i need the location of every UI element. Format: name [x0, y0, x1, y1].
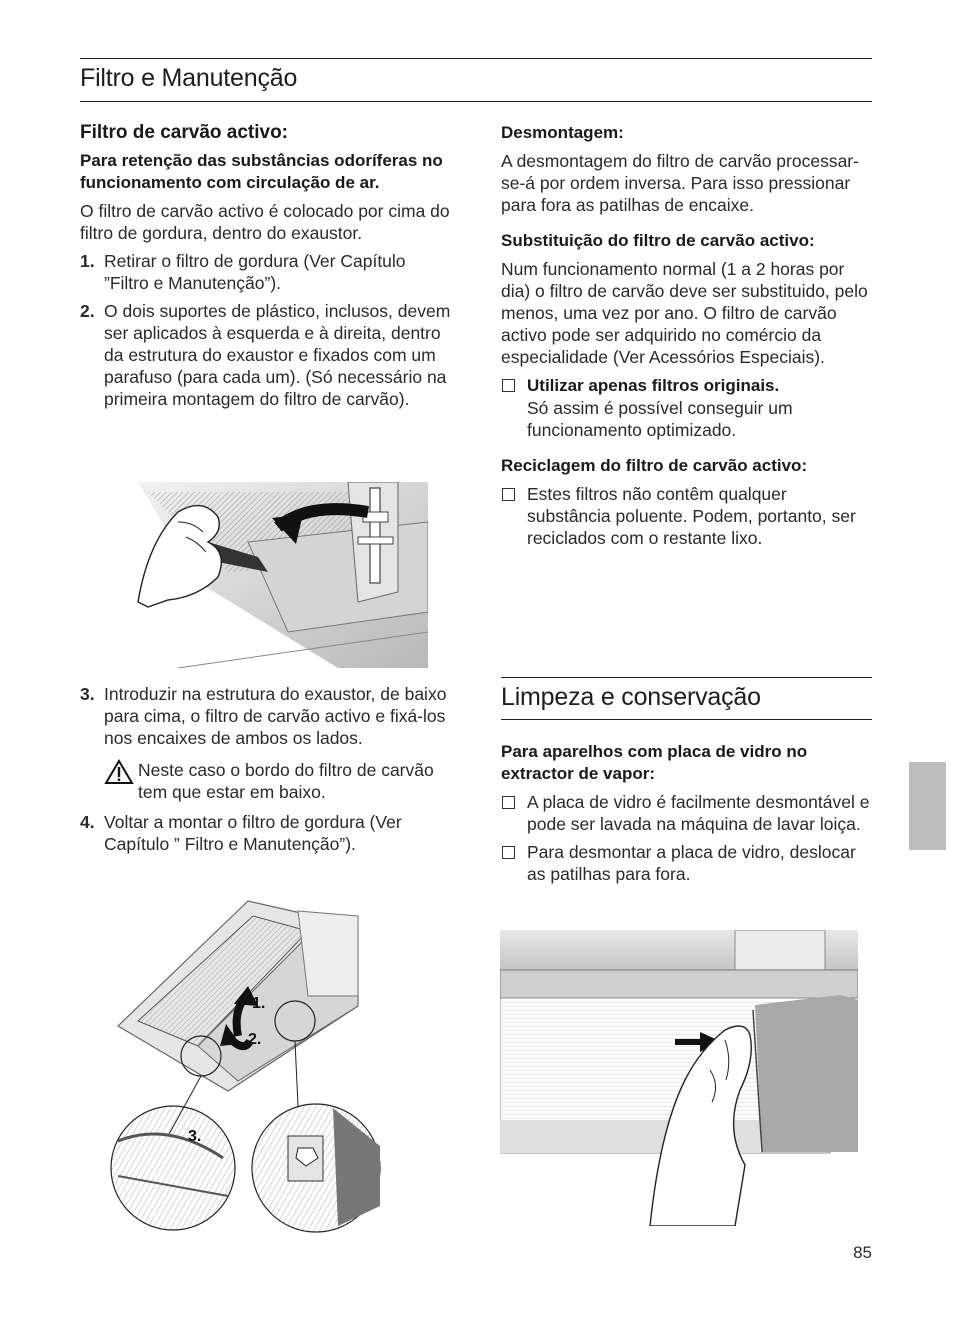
- right-column-top: [501, 122, 873, 549]
- recycle-heading: Reciclagem do filtro de carvão activo:: [501, 456, 808, 475]
- original-filters-bold: Utilizar apenas filtros originais.: [527, 376, 780, 395]
- intro-paragraph: O filtro de carvão activo é colocado por cima do filtro de gordura, dentro do exaustor.: [80, 201, 450, 243]
- figure-label: 1.: [252, 995, 266, 1012]
- section2-bottom-rule: [501, 719, 872, 720]
- step-number: 3.: [80, 684, 95, 704]
- step-text: Voltar a montar o filtro de gordura (Ver Capítulo ” Filtro e Manutenção”).: [104, 812, 402, 854]
- step-text: Introduzir na estrutura do exaustor, de baixo para cima, o filtro de carvão activo e fixá-los nos encaixes de ambos os lados.: [104, 684, 447, 748]
- illustration-filter-insertion: [108, 896, 388, 1241]
- glass-heading: Para aparelhos com placa de vidro no extractor de vapor:: [501, 742, 808, 783]
- dismount-text: A desmontagem do filtro de carvão processar-se-á por ordem inversa. Para isso pressionar para fora as patilhas de encaixe.: [501, 151, 859, 215]
- checkbox-bullet-icon: [502, 379, 515, 392]
- step-item: [80, 811, 455, 855]
- step-number: 4.: [80, 812, 95, 832]
- chapter-tab: [909, 762, 946, 850]
- figure-label: 3.: [188, 1128, 202, 1145]
- illustration-support-mounting: [108, 482, 428, 668]
- step-number: 1.: [80, 251, 95, 271]
- left-column-middle: [80, 683, 455, 855]
- step-item: [80, 300, 455, 410]
- checkbox-bullet-icon: [502, 488, 515, 501]
- list-item: [501, 483, 873, 549]
- glass-bullet-text: A placa de vidro é facilmente desmontável e pode ser lavada na máquina de lavar loiça.: [527, 792, 870, 834]
- header-top-rule: [80, 58, 872, 59]
- original-filters-text: Só assim é possível conseguir um funcionamento optimizado.: [527, 398, 793, 440]
- left-column-top: [80, 122, 455, 410]
- step-number: 2.: [80, 301, 95, 321]
- warning-note: [80, 759, 455, 803]
- dismount-heading: Desmontagem:: [501, 123, 624, 142]
- page-title: Filtro e Manutenção: [80, 64, 298, 92]
- checkbox-bullet-icon: [502, 846, 515, 859]
- step-text: O dois suportes de plástico, inclusos, devem ser aplicados à esquerda e à direita, dentro da estrutura do exaustor e fixados com um parafuso (para cada um). (Só necessário na primeira montagem do filtro de carvão).: [104, 301, 451, 409]
- right-column-bottom: [501, 741, 873, 885]
- warning-icon: [104, 759, 138, 803]
- glass-bullet-text: Para desmontar a placa de vidro, deslocar as patilhas para fora.: [527, 842, 856, 884]
- checkbox-bullet-icon: [502, 796, 515, 809]
- section2-top-rule: [501, 677, 872, 678]
- section2-title: Limpeza e conservação: [501, 683, 761, 711]
- recycle-text: Estes filtros não contêm qualquer substância poluente. Podem, portanto, ser reciclados com o restante lixo.: [527, 484, 856, 548]
- figure-label: 2.: [248, 1031, 262, 1048]
- list-item: [501, 841, 873, 885]
- list-item: [501, 374, 873, 441]
- step-item: [80, 250, 455, 294]
- section-heading-carbon-filter: Filtro de carvão activo:: [80, 122, 289, 143]
- warning-text: Neste caso o bordo do filtro de carvão tem que estar em baixo.: [138, 760, 434, 802]
- replace-heading: Substituição do filtro de carvão activo:: [501, 231, 815, 250]
- illustration-glass-plate: [500, 930, 858, 1226]
- list-item: [501, 791, 873, 835]
- page-number: 85: [853, 1243, 872, 1262]
- step-item: [80, 683, 455, 749]
- section-subheading: Para retenção das substâncias odoríferas no funcionamento com circulação de ar.: [80, 151, 443, 192]
- replace-text: Num funcionamento normal (1 a 2 horas por dia) o filtro de carvão deve ser substituido, pelo menos, uma vez por ano. O filtro de carvão activo pode ser adquirido no comércio da especialidade (Ver Acessórios Especiais).: [501, 259, 868, 367]
- header-bottom-rule: [80, 101, 872, 102]
- step-text: Retirar o filtro de gordura (Ver Capítulo ”Filtro e Manutenção”).: [104, 251, 406, 293]
